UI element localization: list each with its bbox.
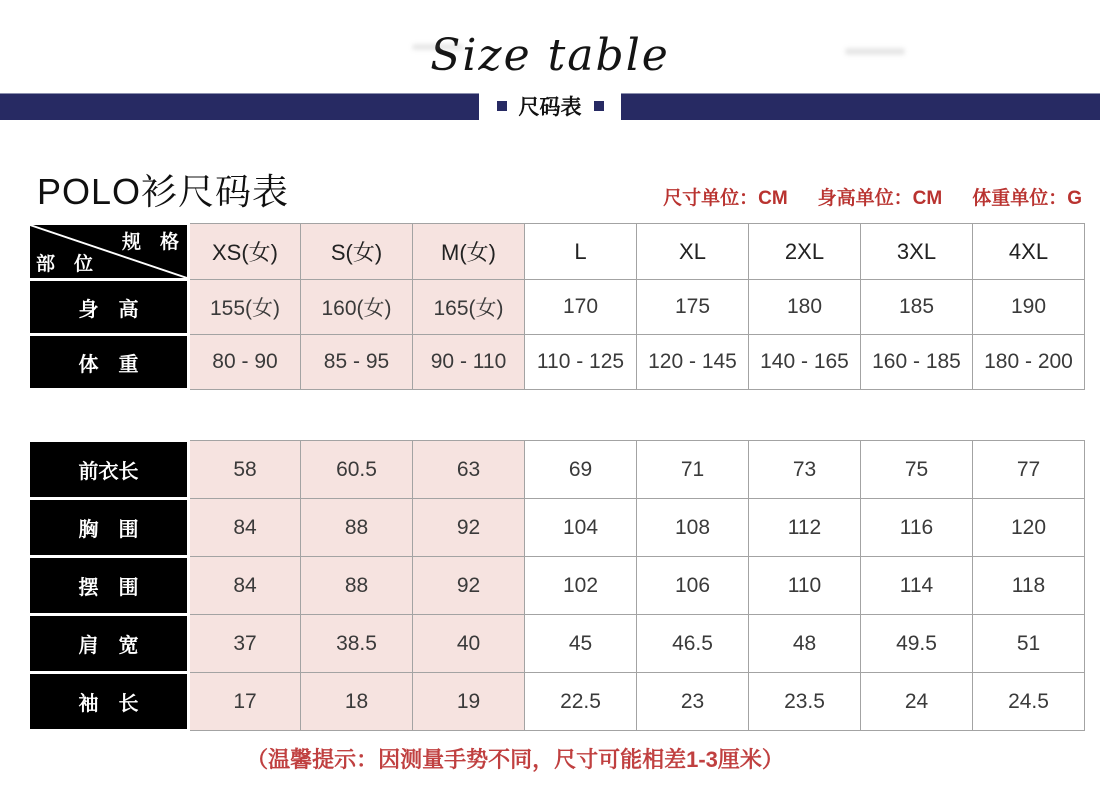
table-header-row: [29, 224, 1085, 280]
column-header: 2XL: [749, 224, 861, 280]
table-cell: 69: [525, 441, 637, 499]
square-bullet-icon: [594, 101, 604, 111]
table-cell: 88: [301, 499, 413, 557]
table-cell: 108: [637, 499, 749, 557]
row-label: 胸 围: [29, 499, 189, 557]
table-cell: 114: [861, 557, 973, 615]
size-table-primary: [27, 222, 1085, 391]
column-header: M(女): [413, 224, 525, 280]
banner-bar-right: [621, 93, 1100, 120]
banner-label: [479, 89, 621, 123]
column-header: 3XL: [861, 224, 973, 280]
table-cell: 92: [413, 557, 525, 615]
watermark-smudge: [412, 44, 464, 50]
unit-height: 身高单位：CM: [817, 188, 943, 209]
table-cell: 23.5: [749, 673, 861, 731]
table-cell: 112: [749, 499, 861, 557]
banner-label-text: 尺码表: [518, 96, 582, 119]
table-cell: 37: [189, 615, 301, 673]
unit-legend: [663, 183, 1082, 210]
table-row-height: [29, 280, 1085, 335]
table-cell: 116: [861, 499, 973, 557]
row-label: 前衣长: [29, 441, 189, 499]
table-cell: 46.5: [637, 615, 749, 673]
column-header: S(女): [301, 224, 413, 280]
row-label: 体 重: [29, 335, 189, 390]
table-cell: 106: [637, 557, 749, 615]
table-cell: 140 - 165: [749, 335, 861, 390]
column-header: XS(女): [189, 224, 301, 280]
table-cell: 80 - 90: [189, 335, 301, 390]
footnote-warm-tip: （温馨提示：因测量手势不同，尺寸可能相差1-3厘米）: [246, 747, 784, 772]
table-cell: 110: [749, 557, 861, 615]
corner-spec-label: 规 格: [121, 232, 179, 253]
table-cell: 90 - 110: [413, 335, 525, 390]
row-label: 肩 宽: [29, 615, 189, 673]
table-cell: 40: [413, 615, 525, 673]
table-cell: 24: [861, 673, 973, 731]
unit-size: 尺寸单位：CM: [663, 188, 788, 209]
table-cell: 190: [973, 280, 1085, 335]
table-cell: 160 - 185: [861, 335, 973, 390]
corner-part-label: 部 位: [36, 254, 94, 275]
column-header: L: [525, 224, 637, 280]
table-cell: 110 - 125: [525, 335, 637, 390]
table-cell: 84: [189, 499, 301, 557]
table-row-shoulder: [29, 615, 1085, 673]
square-bullet-icon: [497, 101, 507, 111]
table-cell: 104: [525, 499, 637, 557]
table-row-front-length: [29, 441, 1085, 499]
row-label: 摆 围: [29, 557, 189, 615]
corner-header-cell: [29, 224, 189, 280]
table-cell: 92: [413, 499, 525, 557]
table-cell: 180 - 200: [973, 335, 1085, 390]
table-cell: 160(女): [301, 280, 413, 335]
table-cell: 175: [637, 280, 749, 335]
size-table-measurements: [27, 439, 1085, 732]
table-cell: 17: [189, 673, 301, 731]
table-cell: 84: [189, 557, 301, 615]
row-label: 身 高: [29, 280, 189, 335]
table-cell: 155(女): [189, 280, 301, 335]
unit-weight: 体重单位：G: [972, 188, 1082, 209]
row-label: 袖 长: [29, 673, 189, 731]
column-header: XL: [637, 224, 749, 280]
table-cell: 118: [973, 557, 1085, 615]
table-cell: 88: [301, 557, 413, 615]
page-title-english: Size table: [430, 30, 670, 81]
table-cell: 170: [525, 280, 637, 335]
table-cell: 24.5: [973, 673, 1085, 731]
table-cell: 120 - 145: [637, 335, 749, 390]
table-cell: 63: [413, 441, 525, 499]
watermark-smudge: [845, 48, 905, 55]
table-cell: 185: [861, 280, 973, 335]
table-cell: 45: [525, 615, 637, 673]
table-cell: 180: [749, 280, 861, 335]
table-cell: 71: [637, 441, 749, 499]
table-cell: 19: [413, 673, 525, 731]
table-cell: 102: [525, 557, 637, 615]
table-cell: 60.5: [301, 441, 413, 499]
banner-bar-left: [0, 93, 479, 120]
table-cell: 85 - 95: [301, 335, 413, 390]
table-cell: 18: [301, 673, 413, 731]
table-cell: 120: [973, 499, 1085, 557]
table-cell: 49.5: [861, 615, 973, 673]
table-cell: 165(女): [413, 280, 525, 335]
table-cell: 77: [973, 441, 1085, 499]
table-row-weight: [29, 335, 1085, 390]
column-header: 4XL: [973, 224, 1085, 280]
table-cell: 73: [749, 441, 861, 499]
banner: [0, 92, 1100, 120]
table-cell: 48: [749, 615, 861, 673]
table-cell: 75: [861, 441, 973, 499]
table-row-chest: [29, 499, 1085, 557]
table-cell: 38.5: [301, 615, 413, 673]
table-cell: 22.5: [525, 673, 637, 731]
table-cell: 51: [973, 615, 1085, 673]
table-row-sleeve: [29, 673, 1085, 731]
table-row-hem: [29, 557, 1085, 615]
table-cell: 23: [637, 673, 749, 731]
page-heading: POLO衫尺码表: [37, 171, 290, 212]
table-cell: 58: [189, 441, 301, 499]
